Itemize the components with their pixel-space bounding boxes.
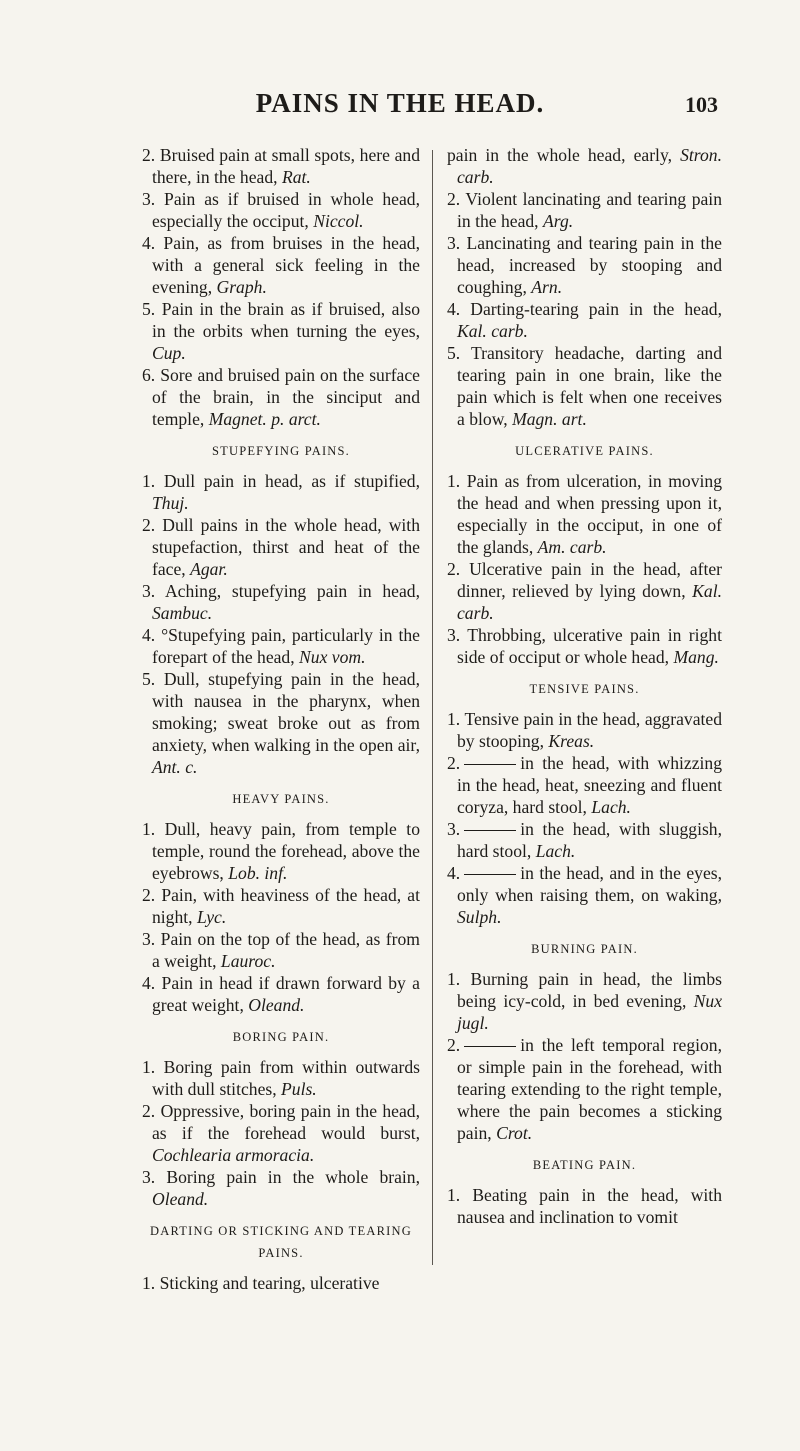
remedy-abbreviation: Crot. — [496, 1123, 533, 1143]
symptom-entry — [447, 558, 722, 624]
symptom-entry — [142, 624, 420, 668]
entry-text: in the head, with sluggish, hard stool, — [457, 819, 722, 861]
section-heading: STUPEFYING PAINS. — [211, 444, 351, 458]
entry-number: 2. — [447, 1035, 461, 1055]
remedy-abbreviation: Lauroc. — [220, 951, 276, 971]
symptom-entry — [142, 1056, 420, 1100]
remedy-abbreviation: Lob. inf. — [228, 863, 288, 883]
ditto-rule — [464, 764, 516, 765]
left-column — [142, 144, 420, 1294]
remedy-abbreviation: Mang. — [673, 647, 719, 667]
page-number: 103 — [685, 92, 718, 117]
entry-text: in the head, and in the eyes, only when raising them, on waking, — [457, 863, 722, 905]
entry-text: 2. Dull pains in the whole head, with stupefaction, thirst and heat of the face, — [142, 515, 420, 579]
symptom-entry — [447, 298, 722, 342]
entry-text: 1. Tensive pain in the head, aggravated by stooping, — [447, 709, 722, 751]
symptom-entry — [447, 818, 722, 862]
symptom-entry — [142, 972, 420, 1016]
symptom-entry — [447, 188, 722, 232]
symptom-entry — [447, 708, 722, 752]
symptom-entry — [142, 818, 420, 884]
entry-text: 3. Lancinating and tearing pain in the head, increased by stooping and coughing, — [447, 233, 722, 297]
remedy-abbreviation: Rat. — [281, 167, 311, 187]
remedy-abbreviation: Nux jugl. — [457, 991, 723, 1033]
remedy-abbreviation: Niccol. — [313, 211, 364, 231]
entry-text: 2. Bruised pain at small spots, here and there, in the head, — [142, 145, 420, 187]
entry-text: 1. Boring pain from within outwards with dull stitches, — [142, 1057, 420, 1099]
remedy-abbreviation: Kal. carb. — [457, 321, 528, 341]
symptom-entry — [142, 668, 420, 778]
symptom-entry — [142, 1100, 420, 1166]
remedy-abbreviation: Magn. art. — [512, 409, 587, 429]
remedy-abbreviation: Cup. — [152, 343, 186, 363]
entry-text: 3. Throbbing, ulcerative pain in right side of occiput or whole head, — [447, 625, 722, 667]
remedy-abbreviation: Ant. c. — [152, 757, 198, 777]
entry-text: 1. Dull pain in head, as if stupified, — [142, 471, 420, 491]
remedy-abbreviation: Stron. carb. — [457, 145, 722, 187]
symptom-entry — [447, 624, 722, 668]
symptom-entry — [142, 298, 420, 364]
symptom-entry — [142, 514, 420, 580]
section-heading: TENSIVE PAINS. — [529, 682, 640, 696]
symptom-entry — [142, 188, 420, 232]
ditto-rule — [464, 830, 516, 831]
section-heading: BORING PAIN. — [232, 1030, 330, 1044]
remedy-abbreviation: Arg. — [543, 211, 574, 231]
column-divider — [432, 150, 433, 1265]
symptom-entry — [447, 470, 722, 558]
right-column — [447, 144, 722, 1228]
symptom-entry — [142, 928, 420, 972]
entry-text: 2. Pain, with heaviness of the head, at night, — [142, 885, 420, 927]
entry-number: 3. — [447, 819, 461, 839]
symptom-entry — [142, 1166, 420, 1210]
symptom-entry — [447, 232, 722, 298]
entry-text: 1. Sticking and tearing, ulcerative — [142, 1273, 380, 1293]
section-heading: BEATING PAIN. — [532, 1158, 637, 1172]
remedy-abbreviation: Kal. carb. — [457, 581, 722, 623]
remedy-abbreviation: Lach. — [591, 797, 631, 817]
entry-text: 5. Transitory headache, darting and tearing pain in one brain, like the pain which is felt when one receives a blow, — [447, 343, 722, 429]
entry-number: 2. — [447, 753, 461, 773]
remedy-abbreviation: Am. carb. — [537, 537, 607, 557]
entry-text: 4. °Stupefying pain, particularly in the forepart of the head, — [142, 625, 420, 667]
remedy-abbreviation: Oleand. — [152, 1189, 209, 1209]
remedy-abbreviation: Sambuc. — [152, 603, 213, 623]
remedy-abbreviation: Kreas. — [548, 731, 595, 751]
entry-text: 2. Oppressive, boring pain in the head, as if the forehead would burst, — [142, 1101, 420, 1143]
section-heading: ULCERATIVE PAINS. — [515, 444, 654, 458]
ditto-rule — [464, 1046, 516, 1047]
symptom-entry — [447, 752, 722, 818]
entry-text: 1. Beating pain in the head, with nausea and inclination to vomit — [447, 1185, 722, 1227]
remedy-abbreviation: Thuj. — [152, 493, 189, 513]
symptom-entry — [447, 968, 722, 1034]
symptom-entry — [142, 232, 420, 298]
symptom-entry — [142, 580, 420, 624]
remedy-abbreviation: Puls. — [281, 1079, 317, 1099]
entry-text: 3. Pain as if bruised in whole head, especially the occiput, — [142, 189, 420, 231]
entry-text: 4. Darting-tearing pain in the head, — [447, 299, 722, 319]
remedy-abbreviation: Sulph. — [457, 907, 502, 927]
entry-text: 4. Pain, as from bruises in the head, with a general sick feeling in the evening, — [142, 233, 420, 297]
symptom-entry — [142, 144, 420, 188]
entry-text: 6. Sore and bruised pain on the surface of the brain, in the sinciput and temple, — [142, 365, 420, 429]
remedy-abbreviation: Lyc. — [196, 907, 227, 927]
symptom-entry — [142, 470, 420, 514]
entry-text: 3. Pain on the top of the head, as from a weight, — [142, 929, 420, 971]
entry-text: 1. Burning pain in head, the limbs being icy-cold, in bed evening, — [447, 969, 722, 1011]
entry-text: pain in the whole head, early, — [447, 145, 673, 165]
entry-text: 5. Dull, stupefying pain in the head, with nausea in the pharynx, when smoking; sweat broke out as from anxiety, when walking in the open air, — [142, 669, 420, 755]
entry-text: 3. Aching, stupefying pain in head, — [142, 581, 420, 601]
section-heading: HEAVY PAINS. — [232, 792, 330, 806]
remedy-abbreviation: Agar. — [190, 559, 228, 579]
remedy-abbreviation: Graph. — [216, 277, 267, 297]
entry-text: 2. Ulcerative pain in the head, after dinner, relieved by lying down, — [447, 559, 722, 601]
entry-text: 2. Violent lancinating and tearing pain in the head, — [447, 189, 722, 231]
remedy-abbreviation: Arn. — [531, 277, 563, 297]
symptom-entry — [142, 364, 420, 430]
remedy-abbreviation: Lach. — [535, 841, 576, 861]
remedy-abbreviation: Magnet. p. arct. — [208, 409, 321, 429]
running-title: PAINS IN THE HEAD. — [255, 88, 545, 118]
entry-text: in the head, with whizzing in the head, heat, sneezing and fluent coryza, hard stool, — [457, 753, 722, 817]
symptom-entry — [447, 1184, 722, 1228]
entry-text: 1. Pain as from ulceration, in moving the head and when pressing upon it, especially in the occiput, in one of the glands, — [447, 471, 722, 557]
entry-text: in the left temporal region, or simple pain in the forehead, with tearing extending to the right temple, where the pain becomes a sticking pain, — [457, 1035, 722, 1143]
entry-text: 1. Dull, heavy pain, from temple to temple, round the forehead, above the eyebrows, — [142, 819, 420, 883]
remedy-abbreviation: Nux vom. — [299, 647, 366, 667]
entry-text: 4. Pain in head if drawn forward by a great weight, — [142, 973, 420, 1015]
section-heading: BURNING PAIN. — [531, 942, 638, 956]
symptom-entry — [447, 342, 722, 430]
section-heading: DARTING OR STICKING AND TEARING PAINS. — [150, 1224, 412, 1260]
remedy-abbreviation: Cochlearia armoracia. — [152, 1145, 315, 1165]
symptom-entry — [447, 862, 722, 928]
entry-text: 5. Pain in the brain as if bruised, also in the orbits when turning the eyes, — [142, 299, 420, 341]
symptom-entry — [142, 1272, 420, 1294]
entry-number: 4. — [447, 863, 461, 883]
entry-text: 3. Boring pain in the whole brain, — [142, 1167, 420, 1187]
page-header — [0, 88, 800, 128]
symptom-entry — [142, 884, 420, 928]
symptom-entry — [447, 1034, 722, 1144]
remedy-abbreviation: Oleand. — [248, 995, 305, 1015]
symptom-entry — [447, 144, 722, 188]
ditto-rule — [464, 874, 516, 875]
